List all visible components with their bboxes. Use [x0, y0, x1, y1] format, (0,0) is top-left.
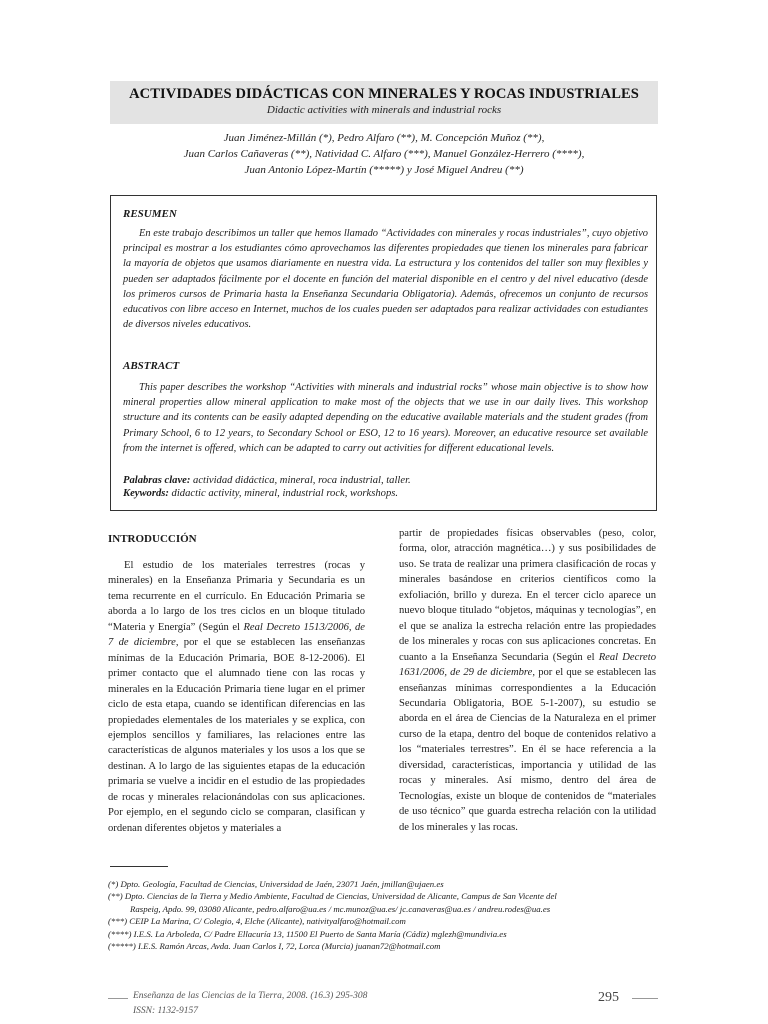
body-column-left	[108, 558, 365, 836]
keywords-es-label: Palabras clave:	[123, 475, 191, 486]
keywords-en-value: didactic activity, mineral, industrial rock, workshops.	[168, 488, 399, 499]
footnote: (****) I.E.S. La Arboleda, C/ Padre Ellacuría 13, 11500 El Puerto de Santa María (Cádiz) mglezh@mundivia.es	[108, 928, 507, 939]
footnote: (**) Dpto. Ciencias de la Tierra y Medio Ambiente, Facultad de Ciencias, Universidad de Alicante, Campus de San Vicente del	[108, 891, 557, 902]
footnote: (*) Dpto. Geología, Facultad de Ciencias, Universidad de Jaén, 23071 Jaén, jmillan@ujaen.es	[108, 879, 444, 889]
author-line: Juan Carlos Cañaveras (**), Natividad C. Alfaro (***), Manuel González-Herrero (****),	[183, 148, 585, 160]
keywords-es	[123, 474, 648, 488]
author-list	[110, 130, 658, 178]
author-line: Juan Jiménez-Millán (*), Pedro Alfaro (**), M. Concepción Muñoz (**),	[223, 132, 545, 144]
abstract-heading: ABSTRACT	[123, 360, 180, 372]
section-heading-introduccion: INTRODUCCIÓN	[108, 533, 197, 545]
resumen-heading: RESUMEN	[123, 208, 177, 220]
abstract-box	[110, 195, 657, 511]
footnote-continuation: Raspeig, Apdo. 99, 03080 Alicante, pedro.alfaro@ua.es / mc.munoz@ua.es/ jc.canaveras@ua.es / andreu.rodes@ua.es	[130, 903, 551, 914]
article-title: ACTIVIDADES DIDÁCTICAS CON MINERALES Y ROCAS INDUSTRIALES	[129, 86, 639, 102]
footer-divider	[108, 998, 128, 999]
footer-issn: ISSN: 1132-9157	[133, 1006, 198, 1016]
article-subtitle: Didactic activities with minerals and industrial rocks	[266, 104, 502, 116]
body-reference: Real Decreto 1513/2006, de 7 de diciembre	[108, 621, 365, 649]
keywords-en	[123, 487, 648, 501]
author-line: Juan Antonio López-Martín (*****) y José Miguel Andreu (**)	[244, 164, 524, 176]
title-band	[110, 81, 658, 124]
footnote: (*****) I.E.S. Ramón Arcas, Avda. Juan Carlos I, 72, Lorca (Murcia) juanan72@hotmail.com	[108, 941, 441, 952]
footer-journal: Enseñanza de las Ciencias de la Tierra, 2008. (16.3) 295-308	[133, 991, 368, 1001]
footnote-divider	[110, 866, 168, 867]
page-number: 295	[598, 990, 619, 1005]
keywords-en-label: Keywords:	[123, 488, 169, 499]
body-column-right	[399, 526, 656, 835]
keywords-es-value: actividad didáctica, mineral, roca industrial, taller.	[190, 475, 411, 486]
body-text: , por el que se establecen las enseñanzas mínimas correspondientes a la Educación Secundaria Obligatoria, BOE 5-1-2007), su estudio se aborda en el área de Ciencias de la Naturaleza en el primer curso de la etapa, dentro del boque de contenidos relativo a los “materiales terrestres”. En él se hace referencia a la diversidad, características, importancia y utilidad de las rocas y minerales. Así mismo, dentro del área de Tecnologías, existe un bloque de contenidos de “materiales de uso técnico” que guarda estrecha relación con la utilidad de los minerales y las rocas.	[399, 667, 656, 833]
footer-divider	[632, 998, 658, 999]
body-text: , por el que se establecen las enseñanzas mínimas de la Educación Primaria, BOE 8-12-2006). El primer contacto que el alumnado tiene con las rocas y minerales en la Educación Primaria tiene lugar en el primer ciclo de esta etapa, cuando se identifican diferencias en las propiedades elementales de los materiales y se explica, con ejemplos sencillos y familiares, las relaciones entre las características de algunos materiales y los usos a los que se destinan. A lo largo de las siguientes etapas de la educación primaria se vuelve a incidir en el estudio de las propiedades de rocas y minerales relacionándolas con sus aplicaciones. Por ejemplo, en el segundo ciclo se comparan, clasifican y ordenan diferentes objetos y materiales a	[108, 637, 365, 834]
footnotes	[108, 878, 663, 952]
resumen-text: En este trabajo describimos un taller que hemos llamado “Actividades con minerales y rocas industriales”, cuyo objetivo principal es mostrar a los estudiantes cómo aprovechamos las diferentes propiedades que tienen los minerales para fabricar la mayoría de objetos que usamos diariamente en nuestra vida. La estructura y los contenidos del taller son muy flexibles y pueden ser adaptados fácilmente por el docente en función del material disponible en el centro y del nivel educativo (desde los primeros cursos de Primaria hasta la Enseñanza Secundaria Obligatoria). Además, ofrecemos un conjunto de recursos educativos con libre acceso en Internet, muchos de los cuales pueden ser adaptados para realizar actividades con estudiantes de diversos niveles educativos.	[123, 228, 648, 331]
body-text: partir de propiedades físicas observables (peso, color, forma, olor, atracción magnética…) y sus posibilidades de uso. Se trata de realizar una primera clasificación de rocas y minerales basándose en criterios científicos como la exfoliación, brillo y dureza. En el tercer ciclo aparece un nuevo bloque titulado “objetos, máquinas y tecnologías”, en el que se analiza la estrecha relación entre las propiedades de los minerales y rocas con sus aplicaciones concretas. En cuanto a la Enseñanza Secundaria (Según el	[399, 528, 656, 663]
abstract-text: This paper describes the workshop “Activities with minerals and industrial rocks” whose main objective is to show how mineral properties allow mineral application to make most of the objects that we use in our daily lives. This workshop structure and its contents can be easily adapted depending on the educative available materials and the student grades (from Primary School, 6 to 12 years, to Secondary School or ESO, 12 to 16 years). Moreover, an educative resource set available from the internet is offered, which can be adapted to carry out activities for different educational levels.	[123, 382, 648, 454]
footnote: (***) CEIP La Marina, C/ Colegio, 4, Elche (Alicante), nativityalfaro@hotmail.com	[108, 916, 406, 927]
body-reference: Real Decreto 1631/2006, de 29 de diciembre	[399, 651, 656, 679]
body-text: El estudio de los materiales terrestres (rocas y minerales) en la Enseñanza Primaria y Secundaria es un tema recurrente en el currículo. En Educación Primaria se aborda a lo largo de los tres ciclos en un bloque titulado “Materia y Energía” (Según el	[108, 560, 365, 633]
